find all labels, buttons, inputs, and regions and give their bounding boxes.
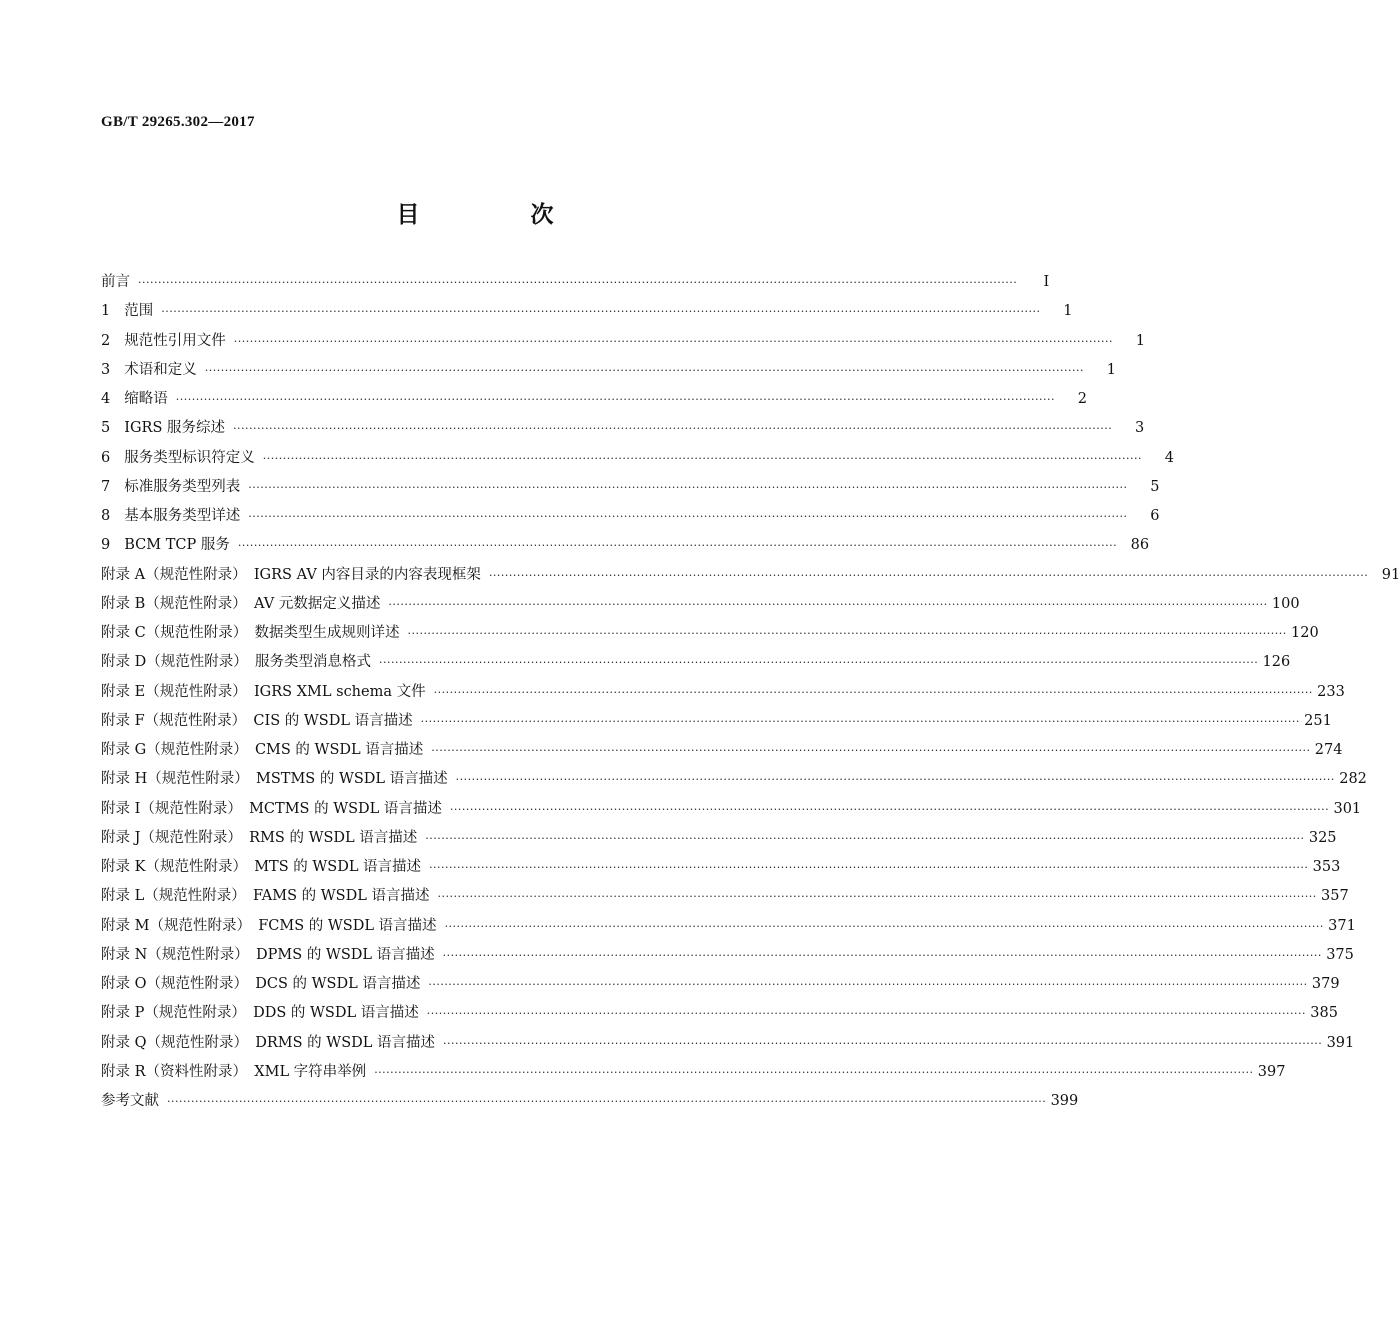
toc-leader-dots: ···························································································································································································································· [407,627,1287,640]
toc-leader-dots: ···························································································································································································································· [431,744,1311,757]
toc-entry-label: 附录 J（规范性附录） RMS 的 WSDL 语言描述 [101,829,418,846]
toc-entry[interactable] [101,1031,1355,1060]
toc-entry-number: 3 [101,361,111,378]
toc-entry-page: 274 [1314,742,1343,758]
toc-entry-page: 1 [1135,332,1145,349]
table-of-contents [101,270,1400,1118]
toc-entry[interactable] [101,767,1367,796]
toc-entry[interactable] [101,299,1073,328]
toc-entry[interactable] [101,504,1160,533]
toc-leader-dots: ···························································································································································································································· [262,451,1142,465]
toc-entry-page: 399 [1050,1093,1079,1109]
toc-entry-page: 5 [1150,478,1160,495]
toc-entry-page: 2 [1077,391,1087,407]
toc-entry[interactable] [101,1060,1286,1089]
toc-leader-dots: ···························································································································································································································· [425,831,1305,845]
toc-entry-number: 8 [101,508,111,524]
toc-leader-dots: ···························································································································································································································· [388,597,1268,611]
toc-entry-page: 233 [1317,683,1345,700]
toc-leader-dots: ···························································································································································································································· [237,539,1118,553]
toc-entry-page: 379 [1311,976,1340,992]
toc-leader-dots: ···························································································································································································································· [444,919,1324,933]
toc-entry[interactable] [101,914,1356,943]
toc-entry-page: 391 [1326,1034,1355,1051]
toc-entry-page: 91 [1381,566,1400,583]
toc-leader-dots: ···························································································································································································································· [167,1095,1047,1108]
toc-leader-dots: ···························································································································································································································· [378,656,1259,670]
toc-entry[interactable] [101,563,1400,592]
toc-entry[interactable] [101,709,1332,738]
toc-entry[interactable] [101,855,1341,884]
toc-entry[interactable] [101,387,1087,416]
toc-entry-page: 1 [1106,361,1116,378]
toc-leader-dots: ···························································································································································································································· [374,1065,1254,1079]
toc-leader-dots: ···························································································································································································································· [248,480,1128,494]
toc-entry[interactable] [101,972,1340,1001]
toc-entry-label: 附录 O（规范性附录） DCS 的 WSDL 语言描述 [101,976,421,992]
toc-entry-page: 353 [1312,859,1341,875]
toc-leader-dots: ···························································································································································································································· [204,363,1084,377]
toc-entry-page: 4 [1164,449,1174,466]
toc-entry-number: 7 [101,478,111,495]
toc-entry-label: 附录 C（规范性附录） 数据类型生成规则详述 [101,625,400,641]
toc-entry-label: 附录 D（规范性附录） 服务类型消息格式 [101,654,371,671]
toc-leader-dots: ···························································································································································································································· [138,276,1018,289]
toc-entry-label: 规范性引用文件 [124,332,226,349]
toc-entry-page: 325 [1308,829,1337,846]
toc-entry[interactable] [101,680,1345,709]
toc-leader-dots: ···························································································································································································································· [428,978,1308,991]
toc-entry-label: 附录 K（规范性附录） MTS 的 WSDL 语言描述 [101,859,422,875]
toc-entry-page: 375 [1326,946,1354,963]
toc-leader-dots: ···························································································································································································································· [233,334,1113,348]
toc-entry-number: 1 [101,303,111,320]
toc-entry-number: 9 [101,537,111,554]
toc-entry-label: 附录 A（规范性附录） IGRS AV 内容目录的内容表现框架 [101,566,481,583]
toc-entry[interactable] [101,592,1300,621]
toc-entry-label: 基本服务类型详述 [124,508,241,524]
toc-entry-label: 附录 Q（规范性附录） DRMS 的 WSDL 语言描述 [101,1034,435,1051]
toc-leader-dots: ···························································································································································································································· [429,861,1309,874]
toc-entry-label: 附录 E（规范性附录） IGRS XML schema 文件 [101,683,426,700]
toc-entry[interactable] [101,329,1145,358]
toc-entry-page: 301 [1333,800,1362,817]
toc-entry[interactable] [101,475,1160,504]
toc-entry[interactable] [101,358,1116,387]
toc-entry-label: 附录 N（规范性附录） DPMS 的 WSDL 语言描述 [101,946,435,963]
toc-entry[interactable] [101,1089,1079,1118]
toc-entry-page: Ⅰ [1043,274,1050,290]
toc-entry-label: 附录 G（规范性附录） CMS 的 WSDL 语言描述 [101,742,424,758]
toc-entry-page: 357 [1321,888,1349,905]
toc-entry-page: 126 [1262,654,1291,671]
toc-entry-page: 282 [1339,771,1367,788]
toc-entry-page: 6 [1150,508,1160,524]
toc-entry-label: 附录 I（规范性附录） MCTMS 的 WSDL 语言描述 [101,800,442,817]
toc-entry-label: 附录 P（规范性附录） DDS 的 WSDL 语言描述 [101,1005,419,1022]
toc-entry[interactable] [101,650,1291,679]
toc-leader-dots: ···························································································································································································································· [433,685,1313,699]
toc-entry-label: IGRS 服务综述 [124,420,226,437]
toc-entry-label: 前言 [101,274,130,290]
standard-id: GB/T 29265.302—2017 [101,114,255,130]
toc-entry-label: 附录 B（规范性附录） AV 元数据定义描述 [101,595,381,612]
toc-entry-page: 100 [1271,595,1300,612]
toc-entry-label: 附录 L（规范性附录） FAMS 的 WSDL 语言描述 [101,888,430,905]
toc-entry-label: BCM TCP 服务 [124,537,230,554]
toc-entry[interactable] [101,533,1150,562]
toc-entry[interactable] [101,416,1145,445]
toc-leader-dots: ···························································································································································································································· [442,948,1322,962]
toc-entry-label: 范围 [124,303,154,320]
toc-entry-page: 1 [1063,303,1073,320]
toc-entry-number: 2 [101,332,111,349]
toc-entry-label: 附录 H（规范性附录） MSTMS 的 WSDL 语言描述 [101,771,448,788]
toc-entry-page: 371 [1328,917,1356,934]
toc-entry[interactable] [101,797,1362,826]
toc-entry-number: 6 [101,449,111,466]
toc-entry-label: 缩略语 [124,391,168,407]
toc-entry[interactable] [101,943,1354,972]
toc-leader-dots: ···························································································································································································································· [455,773,1335,787]
toc-leader-dots: ···························································································································································································································· [248,510,1128,523]
toc-entry-label: 附录 R（资料性附录） XML 字符串举例 [101,1063,367,1080]
toc-entry[interactable] [101,621,1319,650]
toc-entry[interactable] [101,738,1343,767]
toc-entry-label: 参考文献 [101,1093,159,1109]
toc-entry-page: 397 [1257,1063,1286,1080]
toc-entry-label: 附录 F（规范性附录） CIS 的 WSDL 语言描述 [101,712,413,729]
toc-entry[interactable] [101,446,1174,475]
toc-entry[interactable] [101,1001,1338,1030]
toc-entry-label: 服务类型标识符定义 [124,449,255,466]
toc-entry-page: 3 [1135,420,1145,437]
toc-entry-label: 术语和定义 [124,361,197,378]
toc-entry-label: 标准服务类型列表 [124,478,241,495]
page-title: 目 次 [396,202,598,228]
toc-entry-page: 251 [1304,712,1332,729]
toc-entry-number: 4 [101,391,111,407]
toc-entry-page: 86 [1130,537,1150,554]
toc-leader-dots: ···························································································································································································································· [443,1036,1323,1050]
toc-entry[interactable] [101,826,1337,855]
toc-entry-label: 附录 M（规范性附录） FCMS 的 WSDL 语言描述 [101,917,437,934]
toc-entry-page: 385 [1310,1005,1338,1022]
toc-leader-dots: ···························································································································································································································· [437,890,1317,904]
toc-leader-dots: ···························································································································································································································· [420,714,1300,728]
toc-leader-dots: ···························································································································································································································· [175,393,1055,406]
toc-leader-dots: ···························································································································································································································· [488,568,1369,582]
toc-entry[interactable] [101,884,1349,913]
toc-leader-dots: ···························································································································································································································· [449,802,1330,816]
toc-leader-dots: ···························································································································································································································· [426,1007,1306,1021]
toc-leader-dots: ···························································································································································································································· [233,422,1113,436]
toc-entry[interactable] [101,270,1050,299]
toc-leader-dots: ···························································································································································································································· [161,305,1041,319]
toc-entry-page: 120 [1291,625,1319,641]
toc-entry-number: 5 [101,420,111,437]
